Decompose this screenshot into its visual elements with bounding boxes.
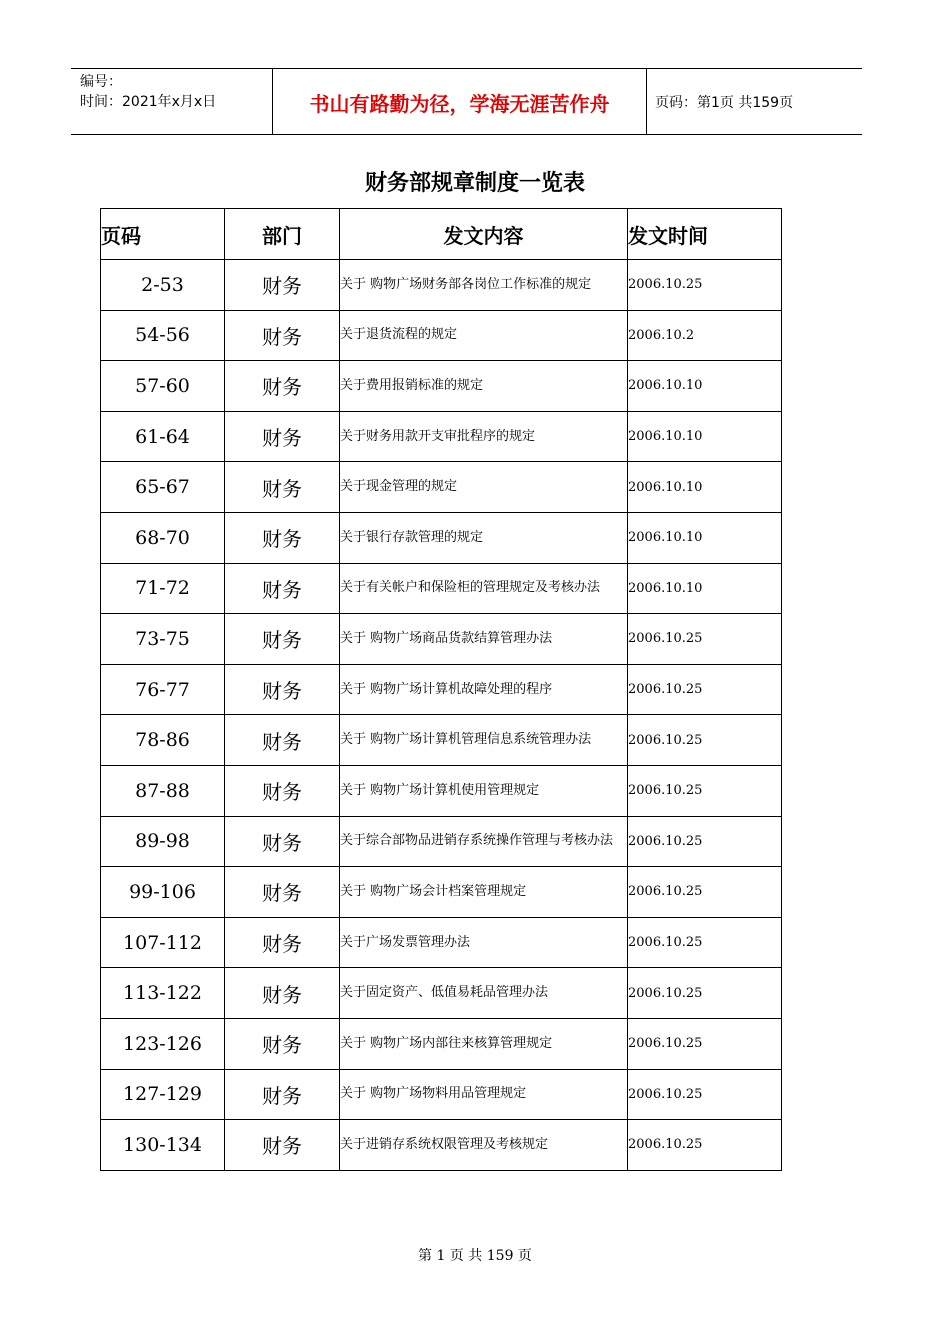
cell-department: 财务: [225, 361, 340, 412]
cell-department: 财务: [225, 411, 340, 462]
cell-page-range: 2-53: [101, 260, 225, 311]
cell-department: 财务: [225, 968, 340, 1019]
cell-department: 财务: [225, 614, 340, 665]
cell-content: 关于广场发票管理办法: [340, 917, 628, 968]
cell-date: 2006.10.25: [628, 867, 782, 918]
column-header-page: 页码: [101, 209, 225, 260]
table-row: [101, 411, 782, 462]
cell-department: 财务: [225, 563, 340, 614]
cell-content: 关于 购物广场内部往来核算管理规定: [340, 1018, 628, 1069]
table-row: [101, 462, 782, 513]
cell-department: 财务: [225, 664, 340, 715]
cell-department: 财务: [225, 1069, 340, 1120]
column-header-content: 发文内容: [340, 209, 628, 260]
cell-date: 2006.10.25: [628, 614, 782, 665]
column-header-date: 发文时间: [628, 209, 782, 260]
document-number-label: 编号：: [80, 74, 122, 90]
cell-date: 2006.10.25: [628, 715, 782, 766]
cell-department: 财务: [225, 867, 340, 918]
cell-page-range: 113-122: [101, 968, 225, 1019]
cell-page-range: 78-86: [101, 715, 225, 766]
cell-content: 关于 购物广场计算机故障处理的程序: [340, 664, 628, 715]
cell-page-range: 76-77: [101, 664, 225, 715]
cell-page-range: 127-129: [101, 1069, 225, 1120]
cell-page-range: 89-98: [101, 816, 225, 867]
cell-content: 关于 购物广场财务部各岗位工作标准的规定: [340, 260, 628, 311]
cell-page-range: 71-72: [101, 563, 225, 614]
cell-content: 关于进销存系统权限管理及考核规定: [340, 1120, 628, 1171]
cell-content: 关于 购物广场商品货款结算管理办法: [340, 614, 628, 665]
cell-date: 2006.10.10: [628, 361, 782, 412]
table-row: [101, 867, 782, 918]
column-header-department: 部门: [225, 209, 340, 260]
table-row: [101, 563, 782, 614]
regulations-table: [100, 208, 782, 1171]
cell-department: 财务: [225, 512, 340, 563]
cell-date: 2006.10.25: [628, 968, 782, 1019]
table-row: [101, 260, 782, 311]
cell-content: 关于退货流程的规定: [340, 310, 628, 361]
cell-content: 关于 购物广场物料用品管理规定: [340, 1069, 628, 1120]
cell-department: 财务: [225, 310, 340, 361]
table-row: [101, 361, 782, 412]
table-row: [101, 1120, 782, 1171]
cell-page-range: 65-67: [101, 462, 225, 513]
cell-date: 2006.10.2: [628, 310, 782, 361]
cell-page-range: 73-75: [101, 614, 225, 665]
table-row: [101, 512, 782, 563]
cell-page-range: 87-88: [101, 765, 225, 816]
header-divider: [646, 69, 647, 134]
cell-date: 2006.10.25: [628, 1069, 782, 1120]
table-body: [101, 260, 782, 1171]
cell-page-range: 57-60: [101, 361, 225, 412]
cell-page-range: 54-56: [101, 310, 225, 361]
cell-page-range: 123-126: [101, 1018, 225, 1069]
cell-date: 2006.10.25: [628, 1120, 782, 1171]
cell-department: 财务: [225, 462, 340, 513]
cell-date: 2006.10.25: [628, 917, 782, 968]
table-row: [101, 310, 782, 361]
cell-department: 财务: [225, 765, 340, 816]
cell-content: 关于财务用款开支审批程序的规定: [340, 411, 628, 462]
cell-department: 财务: [225, 1120, 340, 1171]
cell-page-range: 130-134: [101, 1120, 225, 1171]
cell-content: 关于 购物广场会计档案管理规定: [340, 867, 628, 918]
document-time: 时间：2021年x月x日: [80, 94, 217, 110]
cell-content: 关于现金管理的规定: [340, 462, 628, 513]
table-row: [101, 816, 782, 867]
table-row: [101, 917, 782, 968]
cell-date: 2006.10.25: [628, 765, 782, 816]
cell-date: 2006.10.25: [628, 1018, 782, 1069]
cell-date: 2006.10.10: [628, 512, 782, 563]
cell-date: 2006.10.10: [628, 411, 782, 462]
cell-date: 2006.10.25: [628, 816, 782, 867]
cell-content: 关于 购物广场计算机使用管理规定: [340, 765, 628, 816]
cell-date: 2006.10.10: [628, 462, 782, 513]
table-row: [101, 715, 782, 766]
table-row: [101, 968, 782, 1019]
cell-content: 关于 购物广场计算机管理信息系统管理办法: [340, 715, 628, 766]
header-meta: [80, 72, 216, 112]
header-motto: 书山有路勤为径，学海无涯苦作舟: [309, 91, 610, 116]
cell-page-range: 61-64: [101, 411, 225, 462]
page-title: 财务部规章制度一览表: [364, 171, 585, 196]
cell-department: 财务: [225, 715, 340, 766]
table-row: [101, 1018, 782, 1069]
cell-date: 2006.10.10: [628, 563, 782, 614]
header-page-info: 页码：第1页 共159页: [655, 95, 794, 111]
cell-page-range: 68-70: [101, 512, 225, 563]
cell-department: 财务: [225, 1018, 340, 1069]
table-header-row: [101, 209, 782, 260]
table-row: [101, 664, 782, 715]
cell-date: 2006.10.25: [628, 664, 782, 715]
cell-content: 关于有关帐户和保险柜的管理规定及考核办法: [340, 563, 628, 614]
cell-department: 财务: [225, 260, 340, 311]
cell-content: 关于银行存款管理的规定: [340, 512, 628, 563]
cell-content: 关于固定资产、低值易耗品管理办法: [340, 968, 628, 1019]
table-row: [101, 1069, 782, 1120]
document-header: [71, 68, 862, 135]
cell-content: 关于综合部物品进销存系统操作管理与考核办法: [340, 816, 628, 867]
page-footer: 第 1 页 共 159 页: [418, 1248, 532, 1264]
cell-date: 2006.10.25: [628, 260, 782, 311]
table-row: [101, 765, 782, 816]
cell-page-range: 107-112: [101, 917, 225, 968]
table-row: [101, 614, 782, 665]
cell-content: 关于费用报销标准的规定: [340, 361, 628, 412]
cell-department: 财务: [225, 816, 340, 867]
cell-department: 财务: [225, 917, 340, 968]
cell-page-range: 99-106: [101, 867, 225, 918]
